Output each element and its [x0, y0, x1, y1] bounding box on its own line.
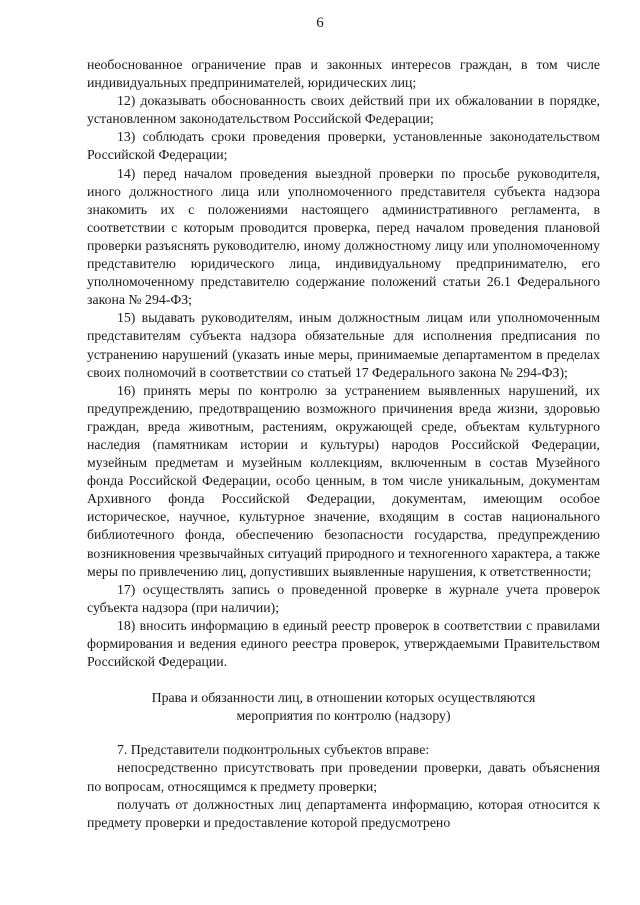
paragraph-item-18: 18) вносить информацию в единый реестр проверок в соответствии с правилами формирования и ведения единого реестра проверок, утверждаемыми Правительством Российской Федерации. — [87, 617, 600, 670]
paragraph-right-attend: непосредственно присутствовать при проведении проверки, давать объяснения по вопросам, относящимся к предмету проверки; — [87, 760, 600, 794]
document-body — [87, 56, 600, 832]
paragraph-item-16: 16) принять меры по контролю за устранением выявленных нарушений, их предупреждению, предотвращению возможного причинения вреда жизни, здоровью граждан, вреда животным, растениям, окружающей среде, объектам культурного наследия (памятникам истории и культуры) народов Российской Федерации, музейным предметам и музейным коллекциям, включенным в состав Музейного фонда Российской Федерации, особо ценным, в том числе уникальным, документам Архивного фонда Российской Федерации, документам, имеющим особое историческое, научное, культурное значение, входящим в состав национального библиотечного фонда, обеспечению безопасности государства, предупреждению возникновения чрезвычайных ситуаций природного и техногенного характера, а также меры по привлечению лиц, допустивших выявленные нарушения, к ответственности; — [87, 382, 600, 579]
paragraph-item-14: 14) перед началом проведения выездной проверки по просьбе руководителя, иного должностного лица или уполномоченного представителя субъекта надзора знакомить их с положениями настоящего административного регламента, в соответствии с которым проводится проверка, перед началом проведения плановой проверки разъяснять руководителю, иному должностному лицу или уполномоченному представителю юридического лица, индивидуальному предпринимателю, его уполномоченному представителю содержание положений статьи 26.1 Федерального закона № 294-ФЗ; — [87, 165, 600, 308]
paragraph-item-13: 13) соблюдать сроки проведения проверки, установленные законодательством Российской Федерации; — [87, 129, 600, 163]
paragraph-continuation: необоснованное ограничение прав и законных интересов граждан, в том числе индивидуальных предпринимателей, юридических лиц; — [87, 57, 600, 91]
paragraph-item-15: 15) выдавать руководителям, иным должностным лицам или уполномоченным представителям субъекта надзора обязательные для исполнения предписания по устранению нарушений (указать иные меры, принимаемые департаментом в пределах своих полномочий в соответствии со статьей 17 Федерального закона № 294-ФЗ); — [87, 310, 600, 380]
paragraph-clause-7: 7. Представители подконтрольных субъектов вправе: — [117, 742, 430, 758]
paragraph-right-information: получать от должностных лиц департамента информацию, которая относится к предмету проверки и предоставление которой предусмотрено — [87, 796, 600, 830]
section-heading: Права и обязанности лиц, в отношении которых осуществляются мероприятия по контролю (надзору) — [151, 690, 536, 724]
paragraph-item-17: 17) осуществлять запись о проведенной проверке в журнале учета проверок субъекта надзора (при наличии); — [87, 581, 600, 615]
page-number: 6 — [316, 15, 324, 31]
paragraph-item-12: 12) доказывать обоснованность своих действий при их обжаловании в порядке, установленном законодательством Российской Федерации; — [87, 93, 600, 127]
